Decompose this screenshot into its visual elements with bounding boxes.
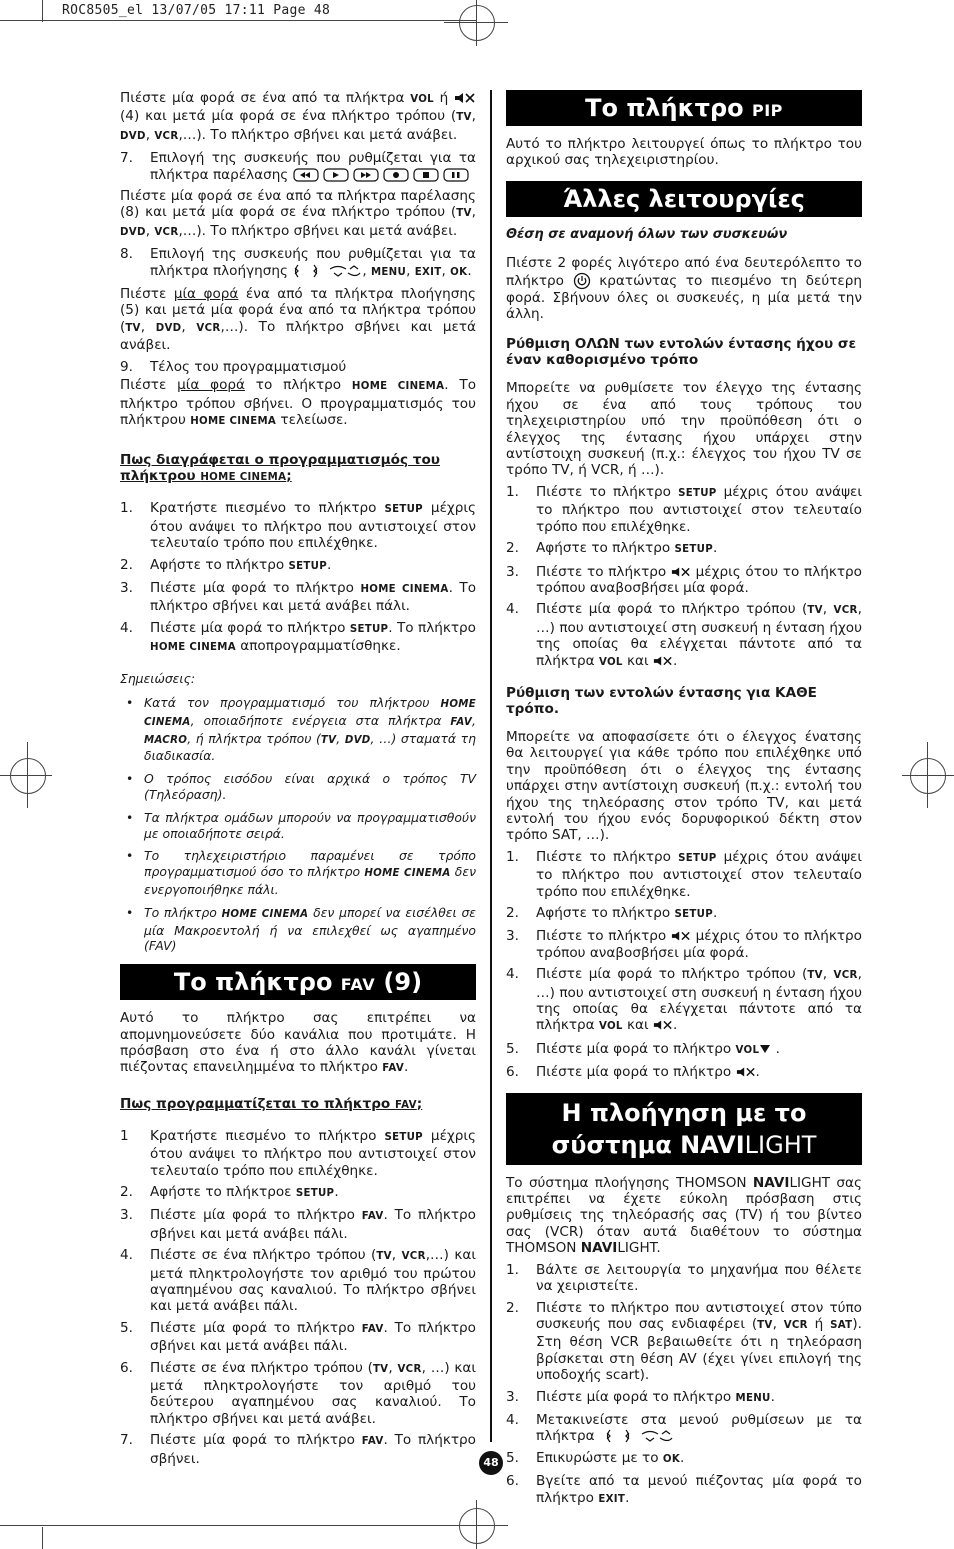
crop-line — [0, 1525, 476, 1526]
mute-icon — [653, 1019, 673, 1031]
mute-icon — [736, 1066, 756, 1078]
note-item: • Κατά τον προγραμματισμό του πλήκτρου HOME CINEMA, οποιαδήποτε ενέργεια στα πλήκτρα FAV, MACRO, ή πλήκτρα τρόπου (TV, DVD, …) σταματά τη διαδικασία. — [120, 695, 476, 764]
volume-all-heading: Ρύθμιση ΟΛΩΝ των εντολών έντασης ήχου σε έναν καθορισμένο τρόπο — [506, 336, 857, 369]
volume-down-icon — [759, 1044, 771, 1054]
volume-each-heading: Ρύθμιση των εντολών έντασης για ΚΑΘΕ τρόπο. — [506, 684, 817, 717]
volume-each-step: 1. Πιέστε το πλήκτρο SETUP μέχρις ότου ανάψει το πλήκτρο που αντιστοιχεί στον τελευταίο τρόπο που επιλέχθηκε. — [506, 848, 862, 900]
navigation-arrows-icon — [599, 1429, 679, 1443]
note-item: • Το πλήκτρο HOME CINEMA δεν μπορεί να εισέλθει σε μία Μακροεντολή ή να επιλεχθεί ως αγαπημένο (FAV) — [120, 905, 476, 954]
fav-step: 1 Κρατήστε πιεσμένο το πλήκτρο SETUP μέχρις ότου ανάψει το πλήκτρο που αντιστοιχεί στον τελευταίο τρόπο που επιλέχθηκε. — [120, 1127, 476, 1179]
registration-mark — [459, 5, 495, 41]
navilight-step: 2. Πιέστε το πλήκτρο που αντιστοιχεί στον τύπο συσκευής που σας ενδιαφέρει (TV, VCR ή SAT). Στη θέση VCR βεβαιωθείτε ότι η τηλεόραση βρίσκεται στη θέση AV (έχει γίνει επιλογή της υποδοχής scart). — [506, 1299, 862, 1384]
fav-step: 7. Πιέστε μία φορά το πλήκτρο FAV. Το πλήκτρο σβήνει. — [120, 1432, 476, 1467]
mute-icon — [671, 566, 691, 578]
volume-all-step: 2. Αφήστε το πλήκτρο SETUP. — [506, 540, 718, 557]
registration-mark — [476, 1500, 477, 1549]
delete-step: 3. Πιέστε μία φορά το πλήκτρο HOME CINEMA. Το πλήκτρο σβήνει και μετά ανάβει πάλι. — [120, 579, 477, 615]
navilight-step: 4. Μετακινείστε στα μενού ρυθμίσεων με τα πλήκτρα — [506, 1411, 862, 1445]
delete-step: 2. Αφήστε το πλήκτρο SETUP. — [120, 556, 332, 573]
step-9: 9. Τέλος του προγραμματισμού — [120, 358, 347, 375]
fav-step: 2. Αφήστε το πλήκτροε SETUP. — [120, 1183, 339, 1200]
step-7-detail: Πιέστε μία φορά σε ένα από τα πλήκτρα παρέλασης (8) και μετά μία φορά σε ένα πλήκτρο τρόπου (TV, DVD, VCR,…). Το πλήκτρο σβήνει και μετά ανάβει. — [120, 188, 476, 239]
fav-steps — [120, 1128, 476, 1467]
left-column — [120, 90, 476, 1472]
fav-step: 6. Πιέστε σε ένα πλήκτρο τρόπου (TV, VCR, …) και μετά πληκτρολογήστε τον αριθμό του δεύτερου αγαπημένου σας καναλιού. Το πλήκτρο σβήνει και μετά ανάβει. — [120, 1359, 476, 1427]
registration-mark — [476, 0, 477, 46]
note-item: • Ο τρόπος εισόδου είναι αρχικά ο τρόπος TV (Τηλεόραση). — [120, 771, 476, 803]
navilight-section-title: Η πλοήγηση με το σύστημα NAVILIGHT — [506, 1093, 862, 1165]
note-item: • Τα πλήκτρα ομάδων μπορούν να προγραμματισθούν με οποιαδήποτε σειρά. — [120, 810, 476, 842]
fav-section-title: Το πλήκτρο FAV (9) — [120, 964, 476, 1000]
pip-text: Αυτό το πλήκτρο λειτουργεί όπως το πλήκτρο του αρχικού σας τηλεχειριστηρίου. — [506, 136, 862, 169]
volume-all-step: 1. Πιέστε το πλήκτρο SETUP μέχρις ότου ανάψει το πλήκτρο που αντιστοιχεί στον τελευταίο τρόπο που επιλέχθηκε. — [506, 483, 862, 535]
volume-all-text: Μπορείτε να ρυθμίσετε τον έλεγχο της έντασης ήχου σε ένα από τους τρόπους του τηλεχειριστηρίου υπό την προϋπόθεση ότι ο έλεγχος της έντασης ήχου υπάρχει στην αντίστοιχη συσκευή (π.χ.: έλεγχος του ήχου TV σε τρόπο TV, ή VCR, ή …). — [506, 380, 862, 479]
registration-mark — [0, 775, 52, 776]
volume-all-steps — [506, 484, 862, 671]
transport-keys-icon — [293, 168, 471, 182]
note-item: • Το τηλεχειριστήριο παραμένει σε τρόπο προγραμματισμού όσο το πλήκτρο HOME CINEMA δεν ενεργοποιήθηκε πάλι. — [120, 848, 476, 897]
fav-programming-heading: Πως προγραμματίζεται το πλήκτρο FAV; — [120, 1095, 423, 1112]
volume-each-step: 4. Πιέστε μία φορά το πλήκτρο τρόπου (TV, VCR, …) που αντιστοιχεί στη συσκευή η ένταση ήχου της οποίας θα ελέγχεται πάντοτε από τα πλήκτρα VOL και . — [506, 966, 862, 1034]
delete-step: 1. Κρατήστε πιεσμένο το πλήκτρο SETUP μέχρις ότου ανάψει το πλήκτρο που αντιστοιχεί στον τελευταίο τρόπο που επιλέχθηκε. — [120, 500, 476, 552]
crop-line — [0, 20, 476, 21]
notes-label: Σημειώσεις: — [120, 670, 196, 686]
page-number: 48 — [479, 1451, 503, 1475]
navigation-arrows-icon — [292, 264, 362, 278]
volume-all-step: 4. Πιέστε μία φορά το πλήκτρο τρόπου (TV, VCR, …) που αντιστοιχεί στη συσκευή η ένταση ήχου της οποίας θα ελέγχεται πάντοτε από τα πλήκτρα VOL και . — [506, 601, 862, 669]
mute-icon — [454, 92, 476, 104]
registration-mark — [459, 1508, 495, 1544]
fav-step: 5. Πιέστε μία φορά το πλήκτρο FAV. Το πλήκτρο σβήνει και μετά ανάβει πάλι. — [120, 1319, 476, 1355]
volume-each-step: 5. Πιέστε μία φορά το πλήκτρο VOL . — [506, 1040, 780, 1057]
column-divider — [490, 90, 492, 1442]
mute-icon — [671, 930, 691, 942]
step-9-detail: Πιέστε μία φορά το πλήκτρο HOME CINEMA. Το πλήκτρο τρόπου σβήνει. Ο προγραμματισμός του πλήκτρου HOME CINEMA τελείωσε. — [120, 377, 477, 428]
fav-step: 3. Πιέστε μία φορά το πλήκτρο FAV. Το πλήκτρο σβήνει και μετά ανάβει πάλι. — [120, 1207, 476, 1242]
pip-section-title: Το πλήκτρο PIP — [506, 90, 862, 126]
registration-mark — [910, 758, 946, 794]
other-functions-title: Άλλες λειτουργίες — [506, 181, 862, 217]
fav-intro: Αυτό το πλήκτρο σας επιτρέπει να απομνημονεύσετε δύο κανάλια που προτιμάτε. Η πρόσβαση στο ένα ή στο άλλο κανάλι γίνεται πιέζοντας επανειλημμένα το πλήκτρο FAV. — [120, 1010, 476, 1076]
notes-list — [120, 695, 476, 954]
step-8-detail: Πιέστε μία φορά ένα από τα πλήκτρα πλοήγησης (5) και μετά μία φορά ένα από τα πλήκτρα τρόπου (TV, DVD, VCR,…). Το πλήκτρο σβήνει και μετά ανάβει. — [120, 286, 477, 354]
navilight-steps — [506, 1262, 862, 1508]
volume-each-step: 3. Πιέστε το πλήκτρο μέχρις ότου το πλήκτρο τρόπου αναβοσβήσει μία φορά. — [506, 928, 862, 961]
print-header: ROC8505_el 13/07/05 17:11 Page 48 — [62, 3, 331, 18]
standby-text: Πιέστε 2 φορές λιγότερο από ένα δευτερόλεπτο το πλήκτρο κρατώντας το πιεσμένο τη δεύτερη φορά. Σβήνουν όλες οι συσκευές, η μία μετά την άλλη. — [506, 255, 862, 323]
registration-mark — [927, 742, 928, 808]
right-column — [506, 90, 862, 1513]
navilight-step: 6. Βγείτε από τα μενού πιέζοντας μία φορά το πλήκτρο EXIT. — [506, 1473, 862, 1506]
step-7: 7. Επιλογή της συσκευής που ρυθμίζεται για τα πλήκτρα παρέλασης — [120, 150, 476, 183]
navilight-step: 5. Επικυρώστε με το OK. — [506, 1449, 685, 1466]
delete-programming-heading: Πως διαγράφεται ο προγραμματισμός του πλήκτρου HOME CINEMA; — [120, 452, 440, 485]
volume-each-step: 6. Πιέστε μία φορά το πλήκτρο . — [506, 1064, 760, 1081]
power-icon — [573, 272, 591, 290]
navilight-step: 1. Βάλτε σε λειτουργία το μηχανήμα που θέλετε να χειριστείτε. — [506, 1261, 862, 1295]
delete-step: 4. Πιέστε μία φορά το πλήκτρο SETUP. Το πλήκτρο HOME CINEMA αποπρογραμματίσθηκε. — [120, 619, 476, 655]
navilight-intro: Το σύστημα πλοήγησης THOMSON NAVILIGHT σας επιτρέπει να έχετε εύκολη πρόσβαση στις ρυθμίσεις της τηλεόρασής σας (TV) ή του βίντεο σας (VCR) όταν αυτά διαθέτουν το σύστημα THOMSON NAVILIGHT. — [506, 1174, 862, 1257]
fav-step: 4. Πιέστε σε ένα πλήκτρο τρόπου (TV, VCR,…) και μετά πληκτρολογήστε τον αριθμό του πρώτου αγαπημένου σας καναλιού. Το πλήκτρο σβήνει και μετά ανάβει πάλι. — [120, 1247, 476, 1315]
step-8: 8. Επιλογή της συσκευής που ρυθμίζεται για τα πλήκτρα πλοήγησης , MENU, EXIT, OK. — [120, 246, 476, 279]
registration-mark — [27, 742, 28, 808]
navilight-step: 3. Πιέστε μία φορά το πλήκτρο MENU. — [506, 1388, 775, 1405]
registration-mark — [902, 775, 954, 776]
standby-heading: Θέση σε αναμονή όλων των συσκευών — [506, 226, 788, 242]
delete-steps — [120, 500, 476, 656]
registration-mark — [10, 758, 46, 794]
crop-line — [42, 0, 43, 22]
volume-all-step: 3. Πιέστε το πλήκτρο μέχρις ότου το πλήκτρο τρόπου αναβοσβήσει μία φορά. — [506, 563, 862, 596]
volume-each-text: Μπορείτε να αποφασίσετε ότι ο έλεγχος ένατσης θα λειτουργεί για κάθε τρόπο που επιλέχθηκε υπό την προϋπόθεση ότι ο έλεγχος της έντασης υπάρχει στην αντίστοιχη συσκευή (π.χ.: εντολή του ήχου της τηλεόρασης στον τρόπο TV, και μετά εντολή του ήχου ενός δορυφορικού δέκτη στον τρόπο SAT, …). — [506, 728, 862, 844]
mute-icon — [653, 655, 673, 667]
intro-paragraph: Πιέστε μία φορά σε ένα από τα πλήκτρα VOL ή (4) και μετά μία φορά σε ένα πλήκτρο τρόπου (TV, DVD, VCR,…). Το πλήκτρο σβήνει και μετά ανάβει. — [120, 90, 476, 143]
volume-each-step: 2. Αφήστε το πλήκτρο SETUP. — [506, 905, 718, 921]
volume-each-steps — [506, 849, 862, 1081]
crop-line — [42, 1527, 43, 1549]
